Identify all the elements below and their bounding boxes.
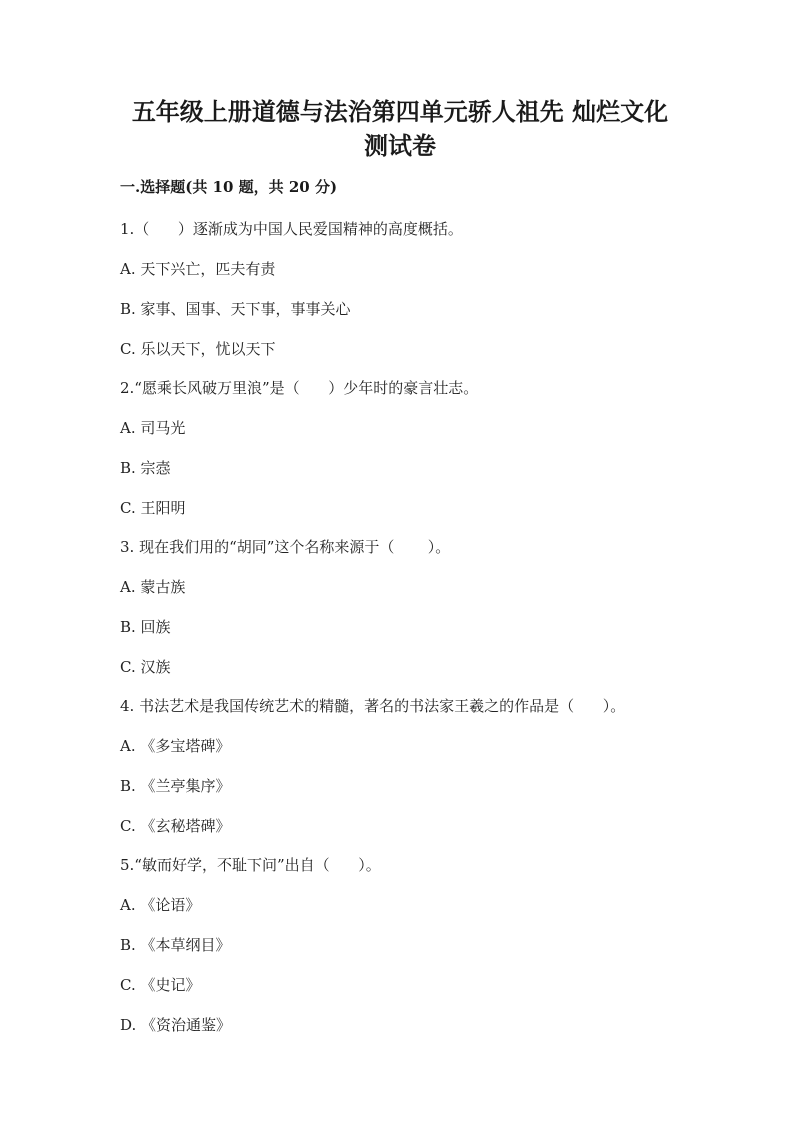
question-3-option-a: A. 蒙古族 — [120, 578, 186, 596]
question-4-option-b: B. 《兰亭集序》 — [120, 777, 231, 795]
question-1-option-a: A. 天下兴亡，匹夫有责 — [120, 260, 276, 278]
exam-title-line1: 五年级上册道德与法治第四单元骄人祖先 灿烂文化 — [131, 97, 669, 126]
question-5-option-a: A. 《论语》 — [120, 896, 201, 914]
question-2-option-c: C. 王阳明 — [120, 499, 186, 517]
question-2-stem: 2.“愿乘长风破万里浪”是（ ）少年时的豪言壮志。 — [120, 379, 479, 397]
question-4-stem: 4. 书法艺术是我国传统艺术的精髓，著名的书法家王羲之的作品是（ ）。 — [120, 697, 626, 715]
question-1-option-b: B. 家事、国事、天下事，事事关心 — [120, 300, 351, 318]
question-4-option-a: A. 《多宝塔碑》 — [120, 737, 231, 755]
question-2-option-a: A. 司马光 — [120, 419, 186, 437]
question-5-stem: 5.“敏而好学，不耻下问”出自（ ）。 — [120, 856, 381, 874]
question-4-option-c: C. 《玄秘塔碑》 — [120, 817, 231, 835]
question-3-option-c: C. 汉族 — [120, 658, 171, 676]
question-1-option-c: C. 乐以天下，忧以天下 — [120, 340, 276, 358]
question-1-stem: 1.（ ）逐渐成为中国人民爱国精神的高度概括。 — [120, 220, 463, 238]
exam-title-line2: 测试卷 — [364, 131, 436, 160]
question-3-option-b: B. 回族 — [120, 618, 171, 636]
question-2-option-b: B. 宗悫 — [120, 459, 171, 477]
question-5-option-d: D. 《资治通鉴》 — [120, 1016, 232, 1034]
section-header-multiple-choice: 一.选择题(共 10 题，共 20 分) — [120, 178, 338, 196]
question-5-option-c: C. 《史记》 — [120, 976, 201, 994]
question-5-option-b: B. 《本草纲目》 — [120, 936, 231, 954]
question-3-stem: 3. 现在我们用的“胡同”这个名称来源于（ ）。 — [120, 538, 451, 556]
